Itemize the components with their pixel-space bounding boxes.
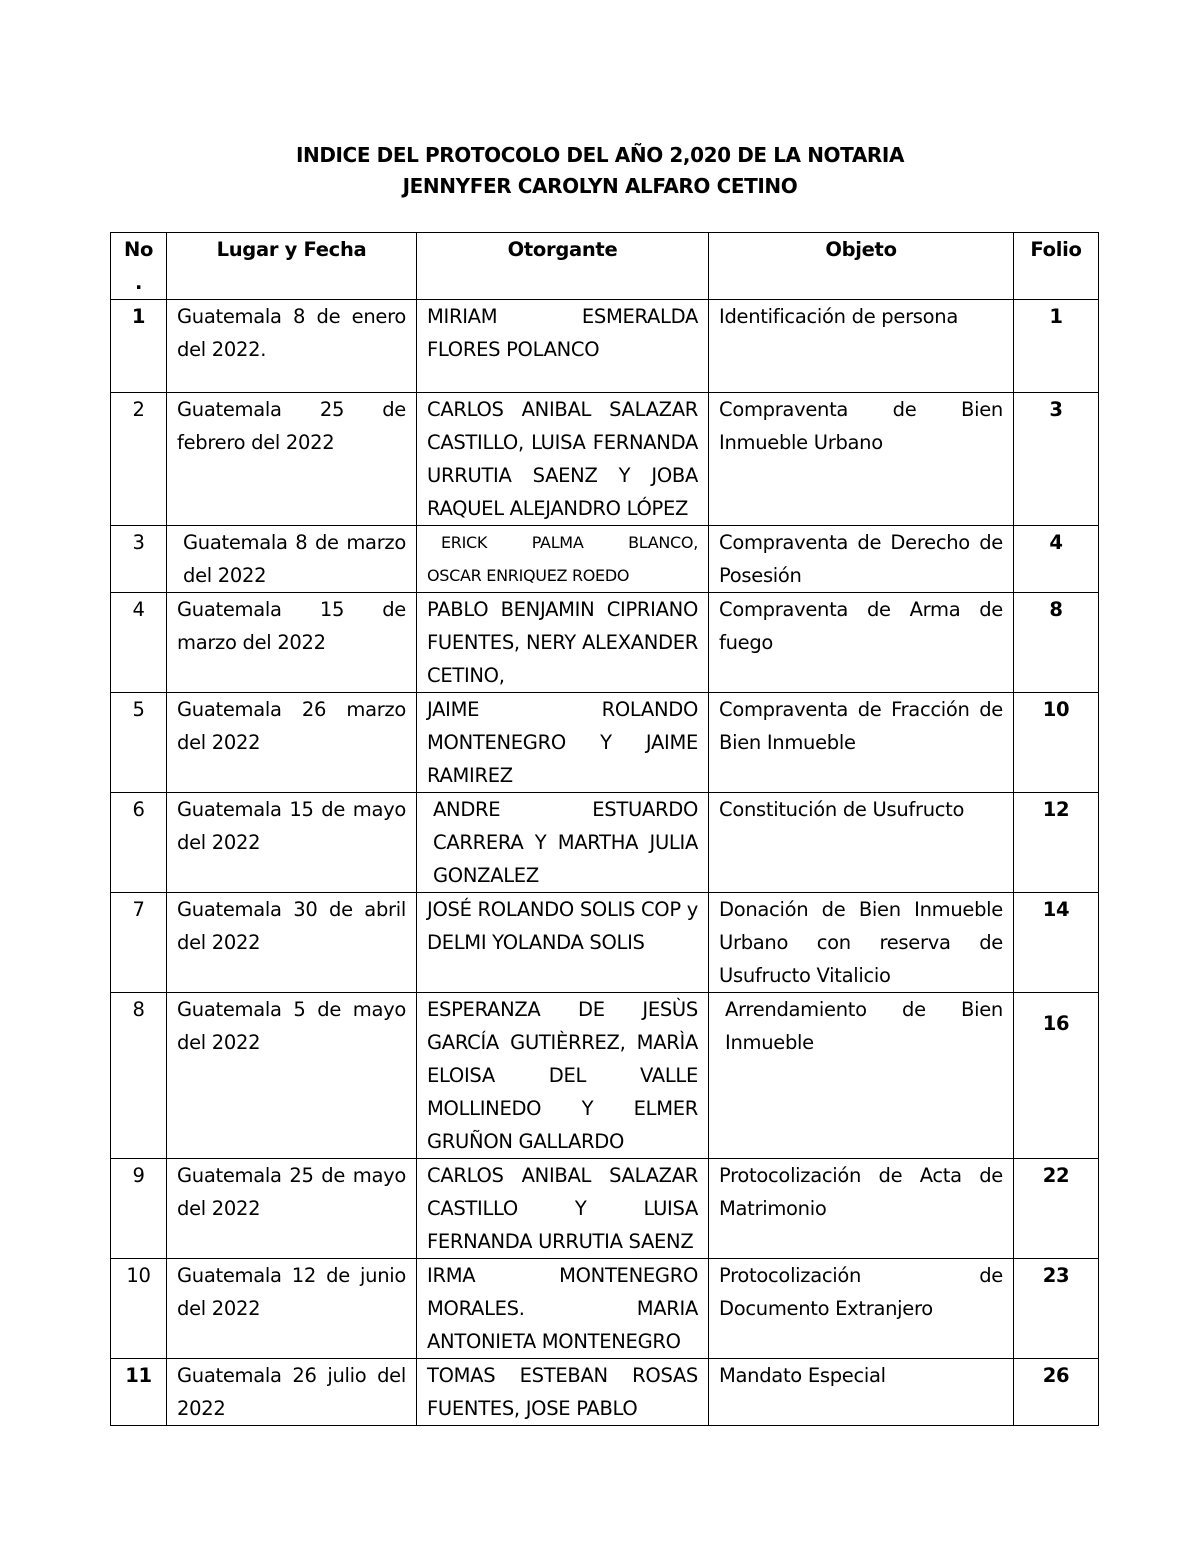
title-line-2: JENNYFER CAROLYN ALFARO CETINO xyxy=(402,174,798,198)
cell-no: 11 xyxy=(111,1359,167,1426)
table-row xyxy=(111,893,1099,993)
header-objeto: Objeto xyxy=(709,233,1014,300)
cell-otorgante: JAIME ROLANDO MONTENEGRO Y JAIME RAMIREZ xyxy=(417,693,709,793)
cell-folio: 23 xyxy=(1014,1259,1099,1359)
cell-folio: 8 xyxy=(1014,593,1099,693)
cell-objeto: Compraventa de Bien Inmueble Urbano xyxy=(709,393,1014,526)
header-otorgante: Otorgante xyxy=(417,233,709,300)
cell-no: 6 xyxy=(111,793,167,893)
cell-objeto: Protocolización de Documento Extranjero xyxy=(709,1259,1014,1359)
cell-folio: 22 xyxy=(1014,1159,1099,1259)
cell-no: 8 xyxy=(111,993,167,1159)
cell-lugar-fecha: Guatemala 15 de marzo del 2022 xyxy=(167,593,417,693)
cell-otorgante: CARLOS ANIBAL SALAZAR CASTILLO, LUISA FERNANDA URRUTIA SAENZ Y JOBA RAQUEL ALEJANDRO LÓPEZ xyxy=(417,393,709,526)
cell-lugar-fecha: Guatemala 25 de febrero del 2022 xyxy=(167,393,417,526)
cell-lugar-fecha: Guatemala 5 de mayo del 2022 xyxy=(167,993,417,1159)
cell-folio: 14 xyxy=(1014,893,1099,993)
cell-folio: 12 xyxy=(1014,793,1099,893)
cell-lugar-fecha: Guatemala 26 marzo del 2022 xyxy=(167,693,417,793)
cell-no: 7 xyxy=(111,893,167,993)
otorgante-line-2: OSCAR ENRIQUEZ ROEDO xyxy=(427,566,630,585)
cell-lugar-fecha: Guatemala 25 de mayo del 2022 xyxy=(167,1159,417,1259)
cell-otorgante: TOMAS ESTEBAN ROSAS FUENTES, JOSE PABLO xyxy=(417,1359,709,1426)
cell-otorgante xyxy=(417,526,709,593)
table-row xyxy=(111,393,1099,526)
cell-otorgante: MIRIAM ESMERALDA FLORES POLANCO xyxy=(417,300,709,393)
cell-folio: 10 xyxy=(1014,693,1099,793)
table-row xyxy=(111,793,1099,893)
table-header-row xyxy=(111,233,1099,300)
cell-no: 10 xyxy=(111,1259,167,1359)
cell-folio: 3 xyxy=(1014,393,1099,526)
cell-objeto: Mandato Especial xyxy=(709,1359,1014,1426)
table-row xyxy=(111,1159,1099,1259)
cell-objeto: Compraventa de Arma de fuego xyxy=(709,593,1014,693)
header-lugar-fecha: Lugar y Fecha xyxy=(167,233,417,300)
cell-objeto: Compraventa de Fracción de Bien Inmueble xyxy=(709,693,1014,793)
cell-lugar-fecha: Guatemala 12 de junio del 2022 xyxy=(167,1259,417,1359)
cell-no: 9 xyxy=(111,1159,167,1259)
cell-folio: 1 xyxy=(1014,300,1099,393)
cell-lugar-fecha: Guatemala 8 de enero del 2022. xyxy=(167,300,417,393)
cell-lugar-fecha: Guatemala 8 de marzo del 2022 xyxy=(167,526,417,593)
cell-folio xyxy=(1014,993,1099,1159)
cell-no: 4 xyxy=(111,593,167,693)
document-title xyxy=(0,140,1200,202)
cell-objeto: Arrendamiento de Bien Inmueble xyxy=(709,993,1014,1159)
cell-otorgante: ESPERANZA DE JESÙS GARCÍA GUTIÈRREZ, MARÌA ELOISA DEL VALLE MOLLINEDO Y ELMER GRUÑON GALLARDO xyxy=(417,993,709,1159)
otorgante-line-1: ERICK PALMA BLANCO, xyxy=(441,533,698,552)
cell-folio: 26 xyxy=(1014,1359,1099,1426)
folio-value: 16 xyxy=(1042,1012,1070,1035)
table-row xyxy=(111,593,1099,693)
table-row xyxy=(111,993,1099,1159)
cell-no: 2 xyxy=(111,393,167,526)
cell-otorgante: CARLOS ANIBAL SALAZAR CASTILLO Y LUISA FERNANDA URRUTIA SAENZ xyxy=(417,1159,709,1259)
table-row xyxy=(111,693,1099,793)
table-row xyxy=(111,526,1099,593)
protocol-index-table xyxy=(110,232,1099,1426)
cell-objeto: Constitución de Usufructo xyxy=(709,793,1014,893)
cell-no: 3 xyxy=(111,526,167,593)
cell-otorgante: ANDRE ESTUARDO CARRERA Y MARTHA JULIA GONZALEZ xyxy=(417,793,709,893)
header-folio: Folio xyxy=(1014,233,1099,300)
cell-no: 5 xyxy=(111,693,167,793)
cell-otorgante: IRMA MONTENEGRO MORALES. MARIA ANTONIETA MONTENEGRO xyxy=(417,1259,709,1359)
cell-otorgante: JOSÉ ROLANDO SOLIS COP y DELMI YOLANDA SOLIS xyxy=(417,893,709,993)
cell-lugar-fecha: Guatemala 26 julio del 2022 xyxy=(167,1359,417,1426)
title-line-1: INDICE DEL PROTOCOLO DEL AÑO 2,020 DE LA NOTARIA xyxy=(295,143,905,167)
cell-objeto: Identificación de persona xyxy=(709,300,1014,393)
header-no: No . xyxy=(111,233,167,300)
table-row xyxy=(111,1259,1099,1359)
cell-no: 1 xyxy=(111,300,167,393)
cell-otorgante: PABLO BENJAMIN CIPRIANO FUENTES, NERY ALEXANDER CETINO, xyxy=(417,593,709,693)
table-row xyxy=(111,300,1099,393)
table-row xyxy=(111,1359,1099,1426)
cell-objeto: Donación de Bien Inmueble Urbano con reserva de Usufructo Vitalicio xyxy=(709,893,1014,993)
cell-lugar-fecha: Guatemala 30 de abril del 2022 xyxy=(167,893,417,993)
cell-lugar-fecha: Guatemala 15 de mayo del 2022 xyxy=(167,793,417,893)
cell-folio: 4 xyxy=(1014,526,1099,593)
cell-objeto: Compraventa de Derecho de Posesión xyxy=(709,526,1014,593)
cell-objeto: Protocolización de Acta de Matrimonio xyxy=(709,1159,1014,1259)
